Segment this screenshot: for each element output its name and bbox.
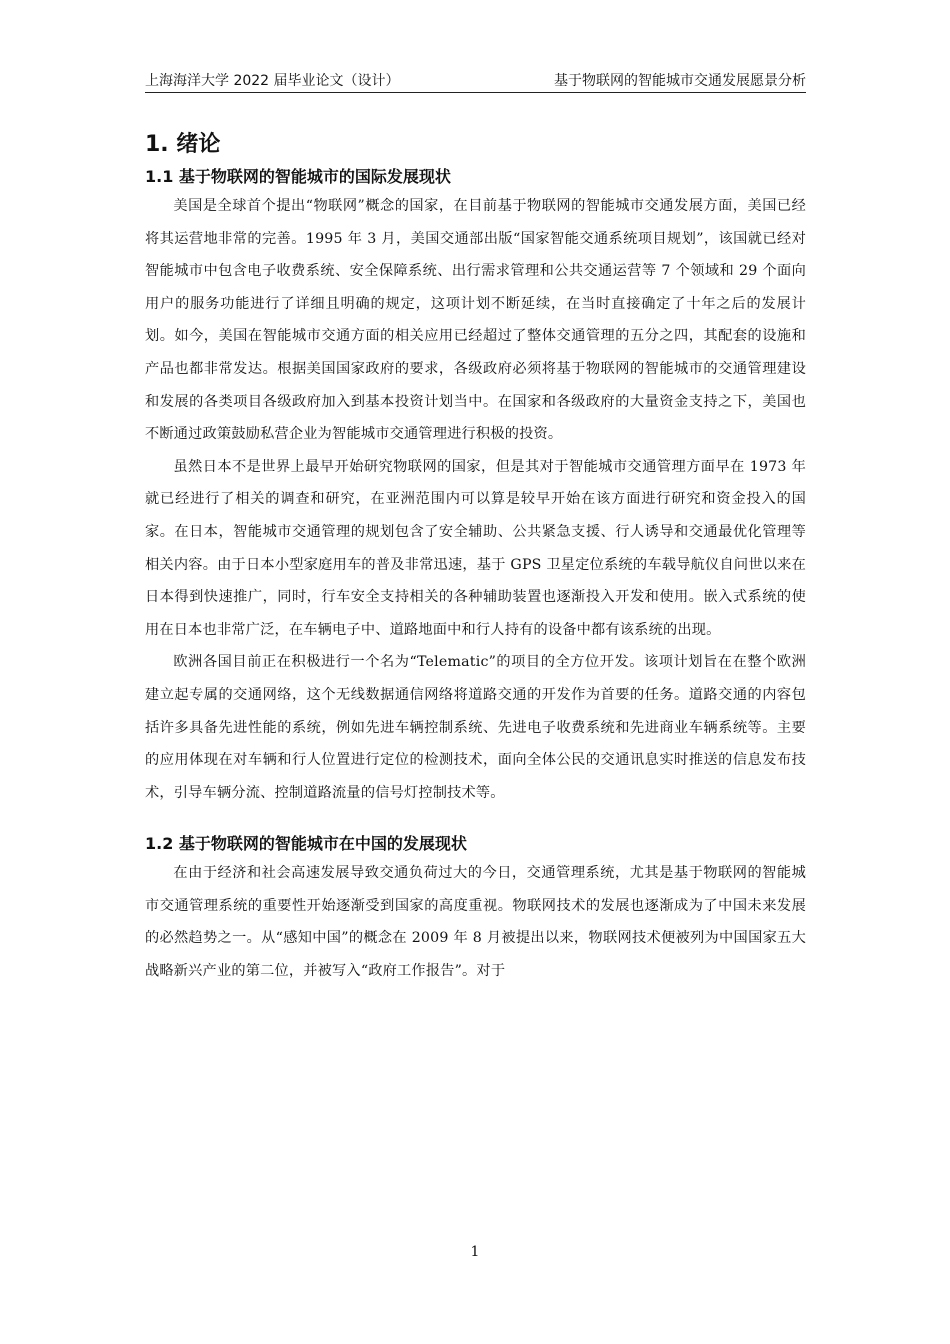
chapter-title: 1. 绪论 [145,132,221,157]
paragraph-usa: 美国是全球首个提出“物联网”概念的国家，在目前基于物联网的智能城市交通发展方面，美国已经将其运营地非常的完善。1995 年 3 月，美国交通部出版“国家智能交通系统项目规划”，该国就已经对智能城市中包含电子收费系统、安全保障系统、出行需求管理和公共交通运营等 7 个领域和 29 个面向用户的服务功能进行了详细且明确的规定，这项计划不断延续，在当时直接确定了十年之后的发展计划。如今，美国在智能城市交通方面的相关应用已经超过了整体交通管理的五分之四，其配套的设施和产品也都非常发达。根据美国国家政府的要求，各级政府必须将基于物联网的智能城市的交通管理建设和发展的各类项目各级政府加入到基本投资计划当中。在国家和各级政府的大量资金支持之下，美国也不断通过政策鼓励私营企业为智能城市交通管理进行积极的投资。 [145,198,806,443]
header-thesis-title: 基于物联网的智能城市交通发展愿景分析 [554,73,806,89]
page-body [145,118,806,988]
header-thesis-label: 上海海洋大学 2022 届毕业论文（设计） [145,73,400,89]
paragraph-china: 在由于经济和社会高速发展导致交通负荷过大的今日，交通管理系统，尤其是基于物联网的智能城市交通管理系统的重要性开始逐渐受到国家的高度重视。物联网技术的发展也逐渐成为了中国未来发展的必然趋势之一。从“感知中国”的概念在 2009 年 8 月被提出以来，物联网技术便被列为中国国家五大战略新兴产业的第二位，并被写入“政府工作报告”。对于 [145,865,806,980]
section-title-1-2: 1.2 基于物联网的智能城市在中国的发展现状 [145,834,467,854]
paragraph-europe: 欧洲各国目前正在积极进行一个名为“Telematic”的项目的全方位开发。该项计划旨在在整个欧洲建立起专属的交通网络，这个无线数据通信网络将道路交通的开发作为首要的任务。道路交通的内容包括许多具备先进性能的系统，例如先进车辆控制系统、先进电子收费系统和先进商业车辆系统等。主要的应用体现在对车辆和行人位置进行定位的检测技术，面向全体公民的交通讯息实时推送的信息发布技术，引导车辆分流、控制道路流量的信号灯控制技术等。 [145,654,806,801]
page-header [145,66,806,93]
paragraph-japan: 虽然日本不是世界上最早开始研究物联网的国家，但是其对于智能城市交通管理方面早在 1973 年就已经进行了相关的调查和研究，在亚洲范围内可以算是较早开始在该方面进行研究和资金投入的国家。在日本，智能城市交通管理的规划包含了安全辅助、公共紧急支援、行人诱导和交通最优化管理等相关内容。由于日本小型家庭用车的普及非常迅速，基于 GPS 卫星定位系统的车载导航仪自问世以来在日本得到快速推广，同时，行车安全支持相关的各种辅助装置也逐渐投入开发和使用。嵌入式系统的使用在日本也非常广泛，在车辆电子中、道路地面中和行人持有的设备中都有该系统的出现。 [145,458,806,638]
page-number: 1 [470,1244,480,1260]
section-title-1-1: 1.1 基于物联网的智能城市的国际发展现状 [145,167,451,186]
